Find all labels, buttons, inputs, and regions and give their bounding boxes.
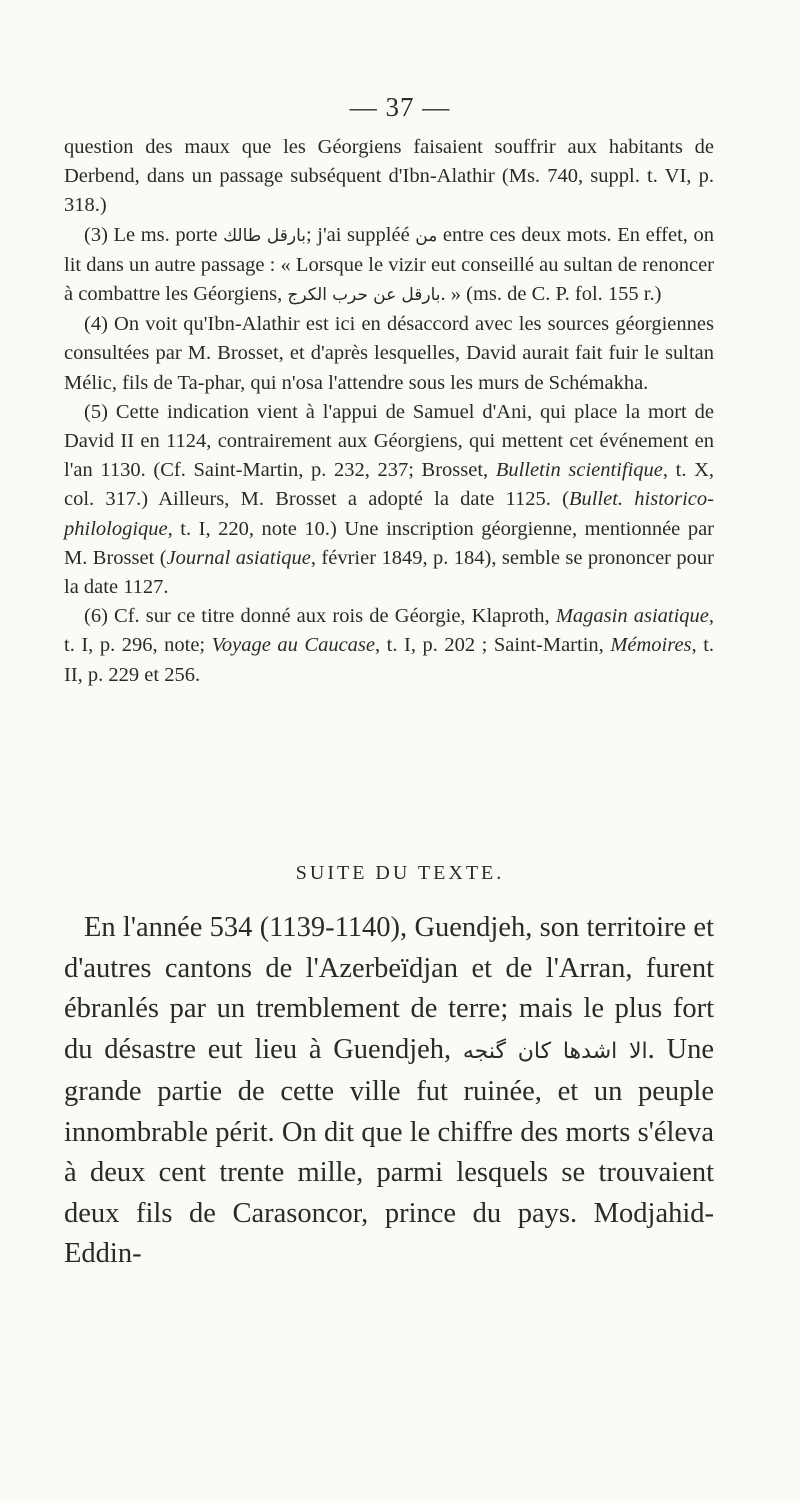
main-text [64, 908, 714, 1275]
italic-title: Bulletin scientifique [495, 459, 663, 482]
note-continuation: question des maux que les Géorgiens faisaient souffrir aux habitants de Derbend, dans un passage subséquent d'Ibn-Alathir (Ms. 740, suppl. t. VI, p. 318.) [64, 136, 714, 217]
arabic-word: الا [629, 1038, 648, 1064]
arabic-word: عن [373, 285, 397, 306]
note-5: (5) Cette indication vient à l'appui de Samuel d'Ani, qui place la mort de David II en 1124, contrairement aux Géorgiens, qui mettent cet événement en l'an 1130. (Cf. Saint-Martin, p. 232, 237; Brosset, Bulletin scientifique, t. X, col. 317.) Ailleurs, M. Brosset a adopté la date 1125. (Bullet. historico-philologique, t. I, 220, note 10.) Une inscription géorgienne, mentionnée par M. Brosset (Journal asiatique, février 1849, p. 184), semble se prononcer pour la date 1127. [64, 400, 715, 599]
section-heading: SUITE DU TEXTE. [295, 862, 505, 884]
arabic-word: حرب [332, 285, 369, 306]
italic-title: Mémoires [610, 634, 692, 657]
arabic-word: كان [517, 1038, 552, 1064]
arabic-word: من [415, 225, 438, 246]
arabic-word: بارقل [266, 225, 306, 246]
italic-title: Magasin asiatique [555, 605, 709, 628]
footnotes [64, 133, 714, 690]
note-3: (3) Le ms. porte طالك بارقل; j'ai suppléé من entre ces deux mots. En effet, on lit dans un autre passage : « Lorsque le vizir eut conseillé au sultan de renoncer à combattre les Géorgiens, الكرج حرب عن بارقل. » (ms. de C. P. fol. 155 r.) [64, 223, 715, 306]
arabic-word: طالك [223, 225, 262, 246]
note-6: (6) Cf. sur ce titre donné aux rois de Géorgie, Klaproth, Magasin asiatique, t. I, p. 296, note; Voyage au Caucase, t. I, p. 202 ; Saint-Martin, Mémoires, t. II, p. 229 et 256. [64, 605, 715, 686]
italic-title: Bullet. historico-philologique [64, 488, 714, 540]
arabic-word: بارقل [401, 285, 441, 306]
arabic-word: اشدها [562, 1038, 618, 1064]
note-4: (4) On voit qu'Ibn-Alathir est ici en désaccord avec les sources géorgiennes consultées par M. Brosset, et d'après lesquelles, David aurait fait fuir le sultan Mélic, fils de Ta-phar, qui n'osa l'attendre sous les murs de Schémakha. [64, 313, 714, 394]
italic-title: Voyage au Caucase [211, 634, 376, 657]
italic-title: Journal asiatique [166, 546, 311, 569]
arabic-word: گنجه [462, 1038, 506, 1064]
arabic-word: الكرج [287, 285, 327, 306]
page-number: — 37 — [349, 92, 451, 122]
main-paragraph: En l'année 534 (1139-1140), Guendjeh, son territoire et d'autres cantons de l'Azerbeïdjan et de l'Arran, furent ébranlés par un tremblement de terre; mais le plus fort du désastre eut lieu à Guendjeh, گنجه كان اشدها الا. Une grande partie de cette ville fut ruinée, et un peuple innombrable périt. On dit que le chiffre des morts s'éleva à deux cent trente mille, parmi lesquels se trouvaient deux fils de Carasoncor, prince du pays. Modjahid-Eddin- [64, 912, 715, 1269]
